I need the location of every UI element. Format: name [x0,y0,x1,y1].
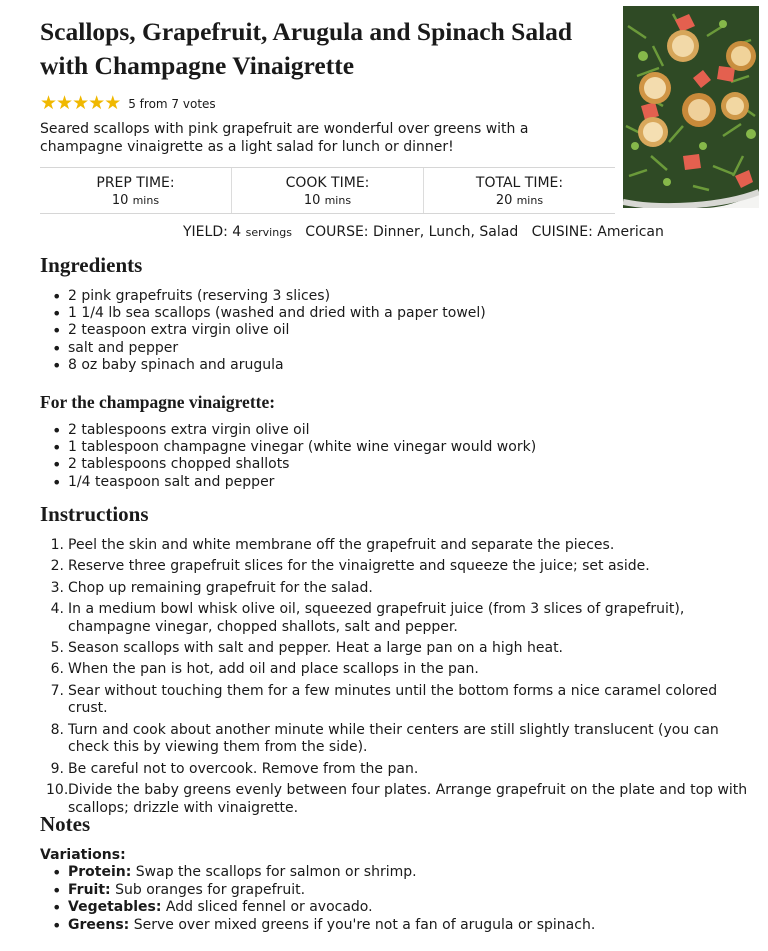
rating-votes: 5 from 7 votes [128,96,216,111]
recipe-photo [623,6,759,208]
total-time-value: 20 [495,193,513,208]
vinaigrette-heading: For the champagne vinaigrette: [40,392,276,412]
variation-item: • Fruit: Sub oranges for grapefruit. [68,882,595,900]
yield-value: 4 [232,224,242,240]
cook-time-label: COOK TIME: [285,175,370,191]
star-rating[interactable] [40,94,120,113]
variations-label: Variations: [40,847,126,863]
ingredients-heading: Ingredients [40,253,143,277]
total-time-unit: mins [516,194,544,207]
ingredient-item: • salt and pepper [68,340,486,357]
total-time-label: TOTAL TIME: [475,175,564,191]
instruction-step: 10. Divide the baby greens evenly between four plates. Arrange grapefruit on the plate and top with scallops; drizzle with vinaigrette. [46,782,748,816]
instructions-list [46,537,758,821]
instruction-step: 8. Turn and cook about another minute while their centers are still slightly translucent (you can check this by viewing them from the side). [50,721,719,756]
recipe-meta [183,224,664,240]
cook-time-value: 10 [303,193,321,208]
prep-time-label: PREP TIME: [96,175,175,191]
course-value: Dinner, Lunch, Salad [372,224,519,240]
rating [40,94,216,113]
variations-list [68,864,595,934]
vinaigrette-item: • 1/4 teaspoon salt and pepper [68,474,536,491]
recipe-title: Scallops, Grapefruit, Arugula and Spinach Salad with Champagne Vinaigrette [40,17,573,80]
ingredient-item: • 8 oz baby spinach and arugula [68,357,486,374]
vinaigrette-item: • 2 tablespoons chopped shallots [68,456,536,473]
variation-item: • Protein: Swap the scallops for salmon or shrimp. [68,864,595,882]
star-icon[interactable]: ★ [72,92,89,114]
star-icon[interactable]: ★ [88,92,105,114]
cuisine-value: American [597,224,664,240]
instruction-step: 3. Chop up remaining grapefruit for the salad. [50,579,373,596]
vinaigrette-list [68,422,536,491]
ingredient-item: • 2 teaspoon extra virgin olive oil [68,322,486,339]
cook-time-unit: mins [324,194,352,207]
instruction-step: 1. Peel the skin and white membrane off the grapefruit and separate the pieces. [50,537,615,553]
recipe-times [40,167,615,214]
yield-label: YIELD: [183,224,228,240]
course-label: COURSE: [305,224,369,240]
ingredient-item: • 1 1/4 lb sea scallops (washed and dried with a paper towel) [68,305,486,322]
vinaigrette-item: • 2 tablespoons extra virgin olive oil [68,422,536,439]
variation-item: • Greens: Serve over mixed greens if you're not a fan of arugula or spinach. [68,917,595,935]
instruction-step: 9. Be careful not to overcook. Remove from the pan. [50,760,419,777]
total-time [423,168,615,213]
yield-unit: servings [245,226,292,239]
notes-heading: Notes [40,812,91,836]
prep-time [40,168,231,213]
instruction-step: 6. When the pan is hot, add oil and place scallops in the pan. [50,661,479,678]
ingredients-list [68,288,486,374]
cook-time [231,168,423,213]
star-icon[interactable]: ★ [56,92,73,114]
prep-time-value: 10 [111,193,129,208]
prep-time-unit: mins [132,194,160,207]
star-icon[interactable]: ★ [104,92,121,114]
vinaigrette-item: • 1 tablespoon champagne vinegar (white wine vinegar would work) [68,439,536,456]
recipe-summary: Seared scallops with pink grapefruit are wonderful over greens with a champagne vinaigrette as a light salad for lunch or dinner! [40,121,529,155]
instruction-step: 7. Sear without touching them for a few minutes until the bottom forms a nice caramel colored crust. [50,682,718,717]
instruction-step: 2. Reserve three grapefruit slices for the vinaigrette and squeeze the juice; set aside. [50,558,650,575]
instruction-step: 4. In a medium bowl whisk olive oil, squeezed grapefruit juice (from 3 slices of grapefruit), champagne vinegar, chopped shallots, salt and pepper. [50,601,685,635]
instructions-heading: Instructions [40,502,149,526]
variation-item: • Vegetables: Add sliced fennel or avocado. [68,899,595,917]
instruction-step: 5. Season scallops with salt and pepper. Heat a large pan on a high heat. [50,640,564,657]
star-icon[interactable]: ★ [40,92,57,114]
cuisine-label: CUISINE: [531,224,593,240]
ingredient-item: • 2 pink grapefruits (reserving 3 slices) [68,288,486,305]
